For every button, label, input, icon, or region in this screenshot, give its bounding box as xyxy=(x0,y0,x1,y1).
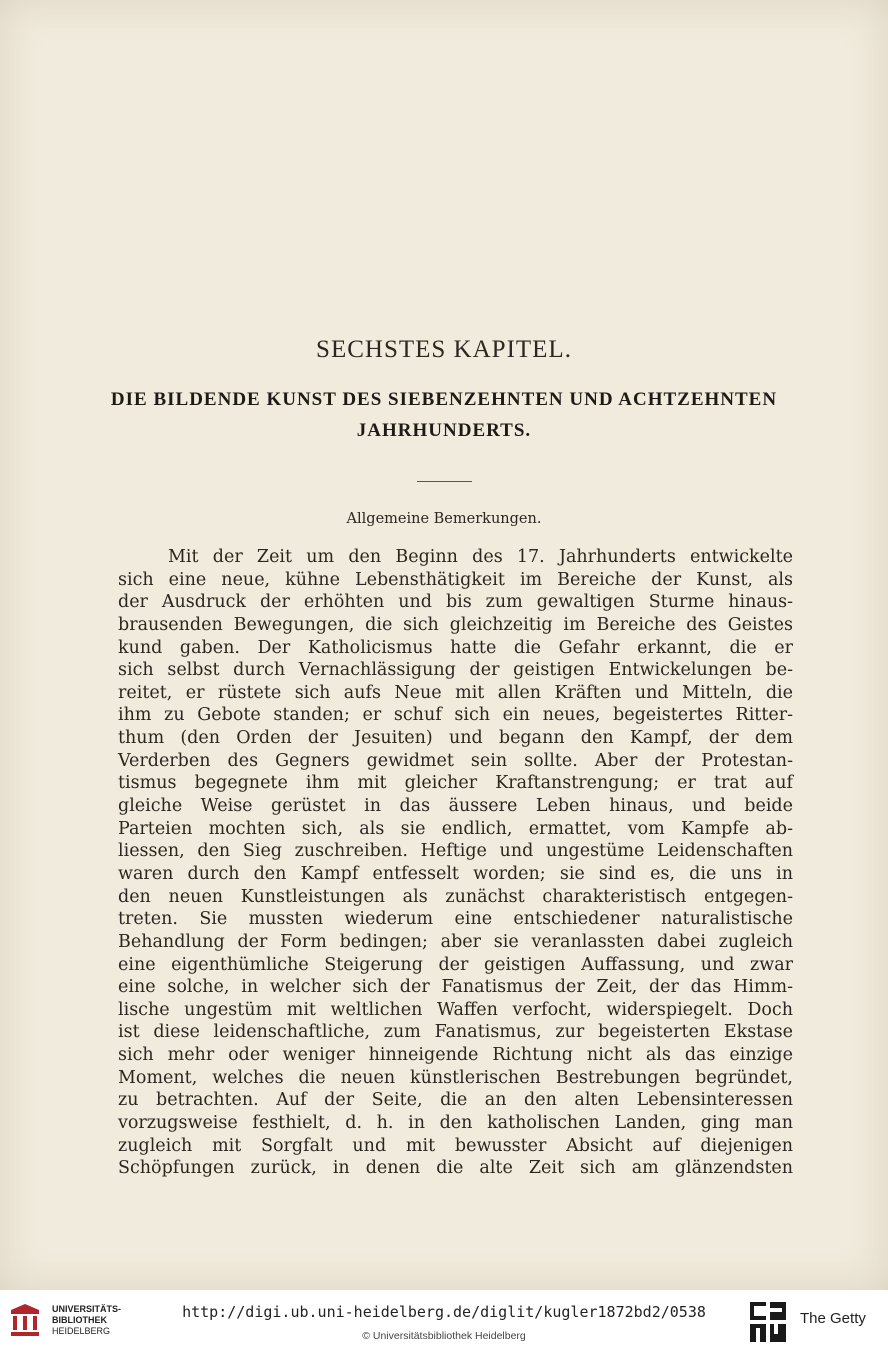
body-text xyxy=(118,546,793,1180)
text-line: Moment, welches die neuen künstlerischen Bestrebungen begründet, xyxy=(118,1067,793,1088)
text-line: ihm zu Gebote standen; er schuf sich ein neues, begeistertes Ritter- xyxy=(118,705,793,726)
getty-logo-icon[interactable] xyxy=(748,1300,788,1344)
permalink-url[interactable]: http://digi.ub.uni-heidelberg.de/diglit/kugler1872bd2/0538 xyxy=(182,1303,706,1321)
text-line: gleiche Weise gerüstet in das äussere Leben hinaus, und beide xyxy=(118,796,793,817)
text-line: kund gaben. Der Katholicismus hatte die Gefahr erkannt, die er xyxy=(118,637,793,658)
text-line: Mit der Zeit um den Beginn des 17. Jahrhunderts entwickelte xyxy=(168,547,793,567)
text-line: liessen, den Sieg zuschreiben. Heftige und ungestüme Leidenschaften xyxy=(118,841,793,862)
text-line: tismus begegnete ihm mit gleicher Kraftanstrengung; er trat auf xyxy=(118,773,793,794)
text-line: treten. Sie mussten wiederum eine entschiedener naturalistische xyxy=(118,909,793,930)
text-line: Parteien mochten sich, als sie endlich, ermattet, vom Kampfe ab- xyxy=(118,818,793,839)
chapter-title: SECHSTES KAPITEL. xyxy=(316,336,572,363)
section-heading: Allgemeine Bemerkungen. xyxy=(346,511,542,527)
text-line: Schöpfungen zurück, in denen die alte Zeit sich am glänzendsten xyxy=(118,1158,793,1179)
subtitle-line: JAHRHUNDERTS. xyxy=(356,420,532,441)
text-line: sich eine neue, kühne Lebensthätigkeit im Bereiche der Kunst, als xyxy=(118,569,793,590)
text-line: lische ungestüm mit weltlichen Waffen verfocht, widerspiegelt. Doch xyxy=(118,999,793,1020)
logo-line: HEIDELBERG xyxy=(52,1326,111,1336)
chapter-subtitle xyxy=(0,384,888,446)
text-line: eine eigenthümliche Steigerung der geistigen Auffassung, und zwar xyxy=(118,954,793,975)
text-line: ist diese leidenschaftliche, zum Fanatismus, zur begeisterten Ekstase xyxy=(118,1022,793,1043)
text-line: Behandlung der Form bedingen; aber sie veranlassten dabei zugleich xyxy=(118,931,793,952)
text-line: brausenden Bewegungen, die sich gleichzeitig im Bereiche des Geistes xyxy=(118,614,793,635)
copyright-notice: © Universitätsbibliothek Heidelberg xyxy=(362,1330,526,1342)
logo-line: UNIVERSITÄTS- xyxy=(52,1304,122,1314)
text-line: sich selbst durch Vernachlässigung der geistigen Entwickelungen be- xyxy=(118,660,793,681)
logo-line: BIBLIOTHEK xyxy=(52,1315,107,1325)
text-line: sich mehr oder weniger hinneigende Richtung nicht als das einzige xyxy=(118,1045,793,1066)
text-line: vorzugsweise festhielt, d. h. in den katholischen Landen, ging man xyxy=(118,1113,793,1134)
divider xyxy=(417,481,472,482)
getty-label[interactable]: The Getty xyxy=(800,1310,866,1327)
text-line: reitet, er rüstete sich aufs Neue mit allen Kräften und Mitteln, die xyxy=(118,682,793,703)
text-line: eine solche, in welcher sich der Fanatismus der Zeit, der das Himm- xyxy=(118,977,793,998)
text-line: zu betrachten. Auf der Seite, die an den alten Lebensinteressen xyxy=(118,1090,793,1111)
footer-bar xyxy=(0,1290,888,1353)
text-line: zugleich mit Sorgfalt und mit bewusster Absicht auf diejenigen xyxy=(118,1135,793,1156)
text-line: waren durch den Kampf entfesselt worden; sie sind es, die uns in xyxy=(118,863,793,884)
text-line: Verderben des Gegners gewidmet sein sollte. Aber der Protestan- xyxy=(118,750,793,771)
text-line: den neuen Kunstleistungen als zunächst charakteristisch entgegen- xyxy=(118,886,793,907)
text-line: der Ausdruck der erhöhten und bis zum gewaltigen Sturme hinaus- xyxy=(118,592,793,613)
text-line: thum (den Orden der Jesuiten) und begann den Kampf, der dem xyxy=(118,728,793,749)
subtitle-line: DIE BILDENDE KUNST DES SIEBENZEHNTEN UND ACHTZEHNTEN xyxy=(110,389,778,410)
